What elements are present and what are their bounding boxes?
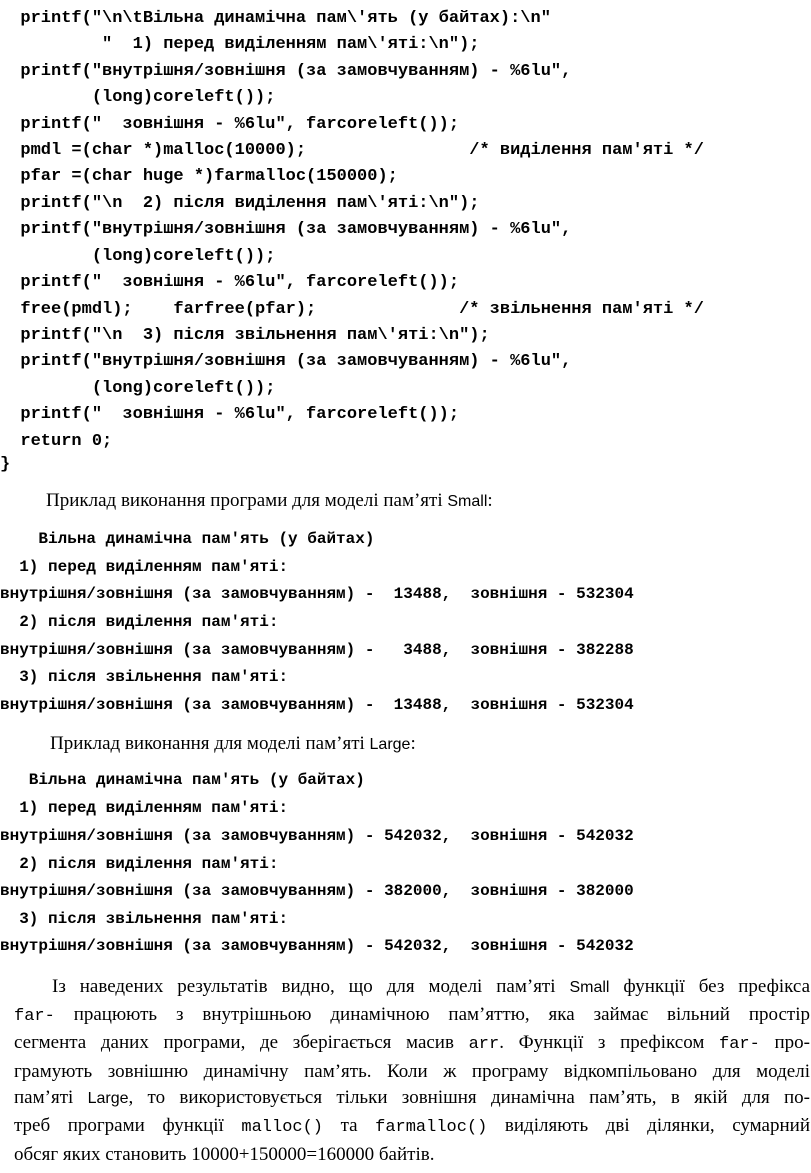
code-term: malloc() [241, 1117, 324, 1137]
output-line: 2) після виділення пам'яті: [0, 613, 279, 631]
code-line: printf("\n 3) після звільнення пам\'яті:\n"); [0, 326, 490, 345]
text-run: сегмента даних програми, де зберігається масив [14, 1032, 469, 1054]
model-name: Large [87, 1090, 129, 1108]
output-line: внутрішня/зовнішня (за замовчуванням) - 382000, зовнішня - 382000 [0, 882, 634, 900]
output-line: 2) після виділення пам'яті: [0, 855, 279, 873]
paragraph-line: грамують зовнішню динамічну пам’ять. Коли ж програму відкомпільовано для моделі [14, 1060, 810, 1082]
text-run: треб програми функції [14, 1114, 242, 1136]
output-line: 3) після звільнення пам'яті: [0, 668, 289, 686]
paragraph-line [14, 1002, 810, 1031]
paragraph-line [14, 974, 810, 1002]
text-run: працюють з внутрішньою динамічною пам’яттю, яка займає вільний простір [54, 1003, 810, 1025]
output-line: внутрішня/зовнішня (за замовчуванням) - 542032, зовнішня - 542032 [0, 827, 634, 845]
paragraph-line [14, 1085, 810, 1113]
code-line: } [0, 455, 11, 474]
code-line: " 1) перед виділенням пам\'яті:\n"); [0, 35, 480, 54]
caption-text: Приклад виконання програми для моделі пам’яті [46, 490, 443, 511]
code-line: printf("внутрішня/зовнішня (за замовчуванням) - %6lu", [0, 62, 572, 81]
code-line: pmdl =(char *)malloc(10000); /* виділення пам'яті */ [0, 141, 704, 160]
code-line: printf(" зовнішня - %6lu", farcoreleft()); [0, 115, 460, 134]
code-line: printf(" зовнішня - %6lu", farcoreleft()); [0, 405, 460, 424]
output-line: Вільна динамічна пам'ять (у байтах) [0, 530, 375, 548]
code-line: printf(" зовнішня - %6lu", farcoreleft()); [0, 273, 460, 292]
code-line: printf("внутрішня/зовнішня (за замовчуванням) - %6lu", [0, 220, 572, 239]
text-run: виділяють дві ділянки, сумарний [487, 1114, 810, 1136]
code-line: (long)coreleft()); [0, 247, 276, 266]
code-line: printf("внутрішня/зовнішня (за замовчуванням) - %6lu", [0, 352, 572, 371]
code-line: (long)coreleft()); [0, 379, 276, 398]
caption-suffix: : [410, 733, 416, 754]
text-run: Із наведених результатів видно, що для моделі пам’яті [52, 976, 570, 997]
output-line: 1) перед виділенням пам'яті: [0, 799, 289, 817]
large-example-caption [50, 733, 416, 755]
code-term: arr [468, 1035, 500, 1055]
output-line: 1) перед виділенням пам'яті: [0, 558, 289, 576]
text-run: . Функції з префіксом [499, 1032, 720, 1054]
output-line: Вільна динамічна пам'ять (у байтах) [0, 771, 365, 789]
output-line: внутрішня/зовнішня (за замовчуванням) - 13488, зовнішня - 532304 [0, 696, 634, 714]
code-line: return 0; [0, 432, 113, 451]
code-term: far- [719, 1035, 760, 1055]
text-run: та [323, 1114, 376, 1136]
paragraph-line: обсяг яких становить 10000+150000=160000 байтів. [14, 1143, 435, 1165]
code-term: far- [14, 1006, 55, 1026]
code-line: printf("\n\tВільна динамічна пам\'ять (у байтах):\n" [0, 9, 551, 28]
caption-text: Приклад виконання для моделі пам’яті [50, 733, 365, 754]
text-run: пам’яті [14, 1087, 88, 1109]
output-line: внутрішня/зовнішня (за замовчуванням) - 542032, зовнішня - 542032 [0, 937, 634, 955]
text-run: про- [759, 1032, 810, 1054]
code-line: pfar =(char huge *)farmalloc(150000); [0, 167, 398, 186]
code-line: (long)coreleft()); [0, 88, 276, 107]
paragraph-line [14, 1113, 810, 1142]
output-line: внутрішня/зовнішня (за замовчуванням) - 3488, зовнішня - 382288 [0, 641, 634, 659]
caption-suffix: : [487, 490, 493, 511]
model-name: Small [447, 493, 488, 510]
explanation-paragraph [14, 974, 810, 1168]
code-term: farmalloc() [375, 1117, 488, 1137]
output-line: внутрішня/зовнішня (за замовчуванням) - 13488, зовнішня - 532304 [0, 585, 634, 603]
model-name: Small [569, 979, 610, 996]
model-name: Large [369, 736, 411, 753]
text-run: функції без префікса [609, 976, 811, 997]
small-example-caption [46, 490, 493, 512]
code-line: free(pmdl); farfree(pfar); /* звільнення пам'яті */ [0, 300, 704, 319]
text-run: , то використовується тільки зовнішня динамічна пам’ять, в якій для по- [128, 1087, 810, 1109]
code-line: printf("\n 2) після виділення пам\'яті:\n"); [0, 194, 480, 213]
paragraph-line [14, 1030, 810, 1059]
output-line: 3) після звільнення пам'яті: [0, 910, 289, 928]
